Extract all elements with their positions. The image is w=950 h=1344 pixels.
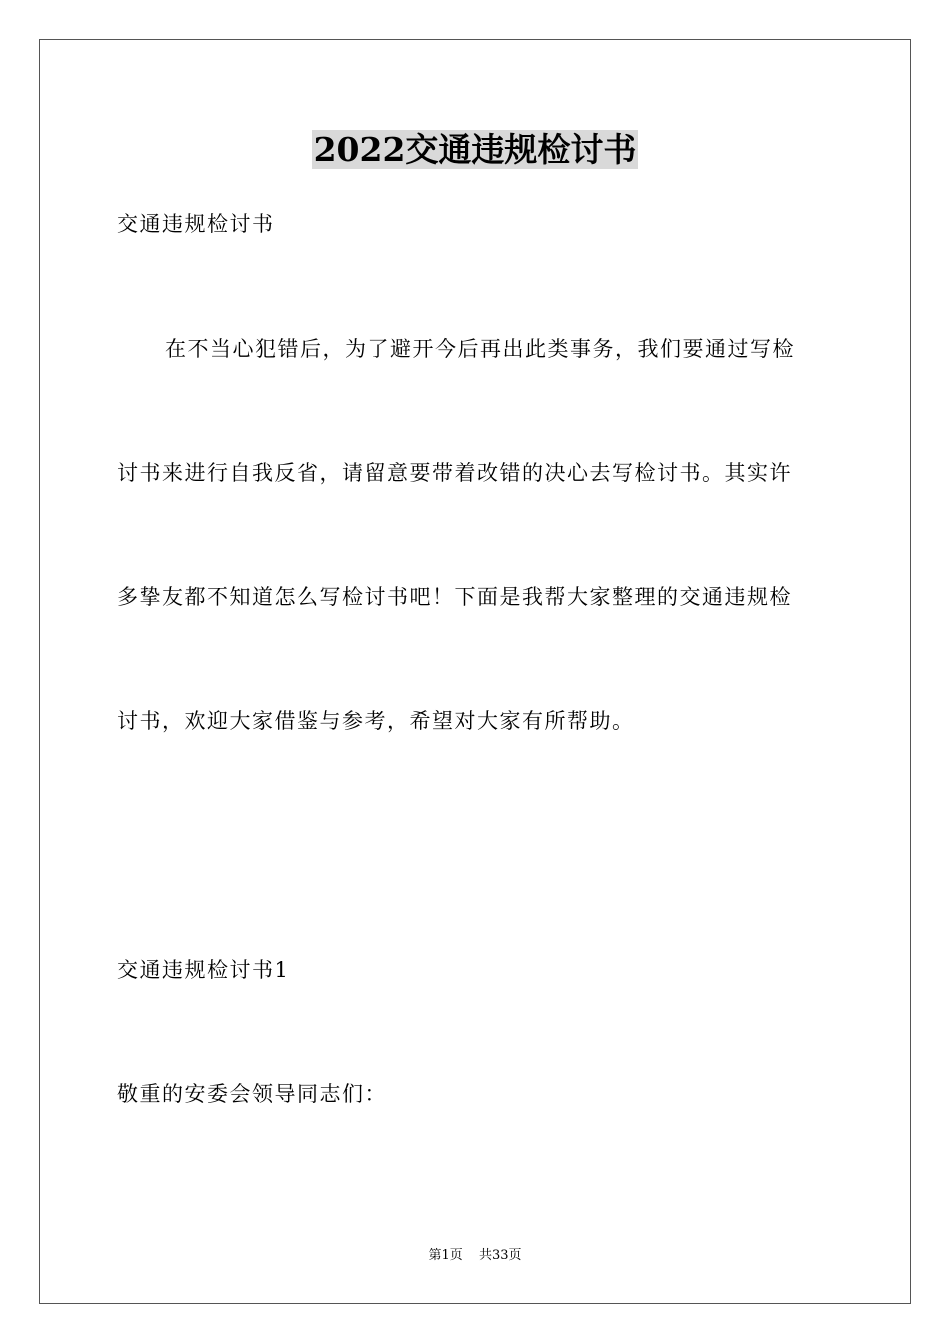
paragraph-line: 在不当心犯错后，为了避开今后再出此类事务，我们要通过写检 xyxy=(165,337,795,361)
document-title xyxy=(0,128,950,172)
document-title-text: 2022交通违规检讨书 xyxy=(313,130,637,169)
paragraph-line: 讨书来进行自我反省，请留意要带着改错的决心去写检讨书。其实许 xyxy=(117,461,792,485)
salutation: 敬重的安委会领导同志们： xyxy=(117,1082,387,1106)
section-heading: 交通违规检讨书1 xyxy=(117,958,290,982)
page-number: 第1页 xyxy=(428,1248,463,1263)
page-footer xyxy=(0,1247,950,1265)
paragraph-line: 多挚友都不知道怎么写检讨书吧！下面是我帮大家整理的交通违规检 xyxy=(117,585,792,609)
paragraph-line: 讨书，欢迎大家借鉴与参考，希望对大家有所帮助。 xyxy=(117,709,635,733)
total-pages: 共33页 xyxy=(478,1248,522,1263)
document-subtitle: 交通违规检讨书 xyxy=(117,212,275,236)
